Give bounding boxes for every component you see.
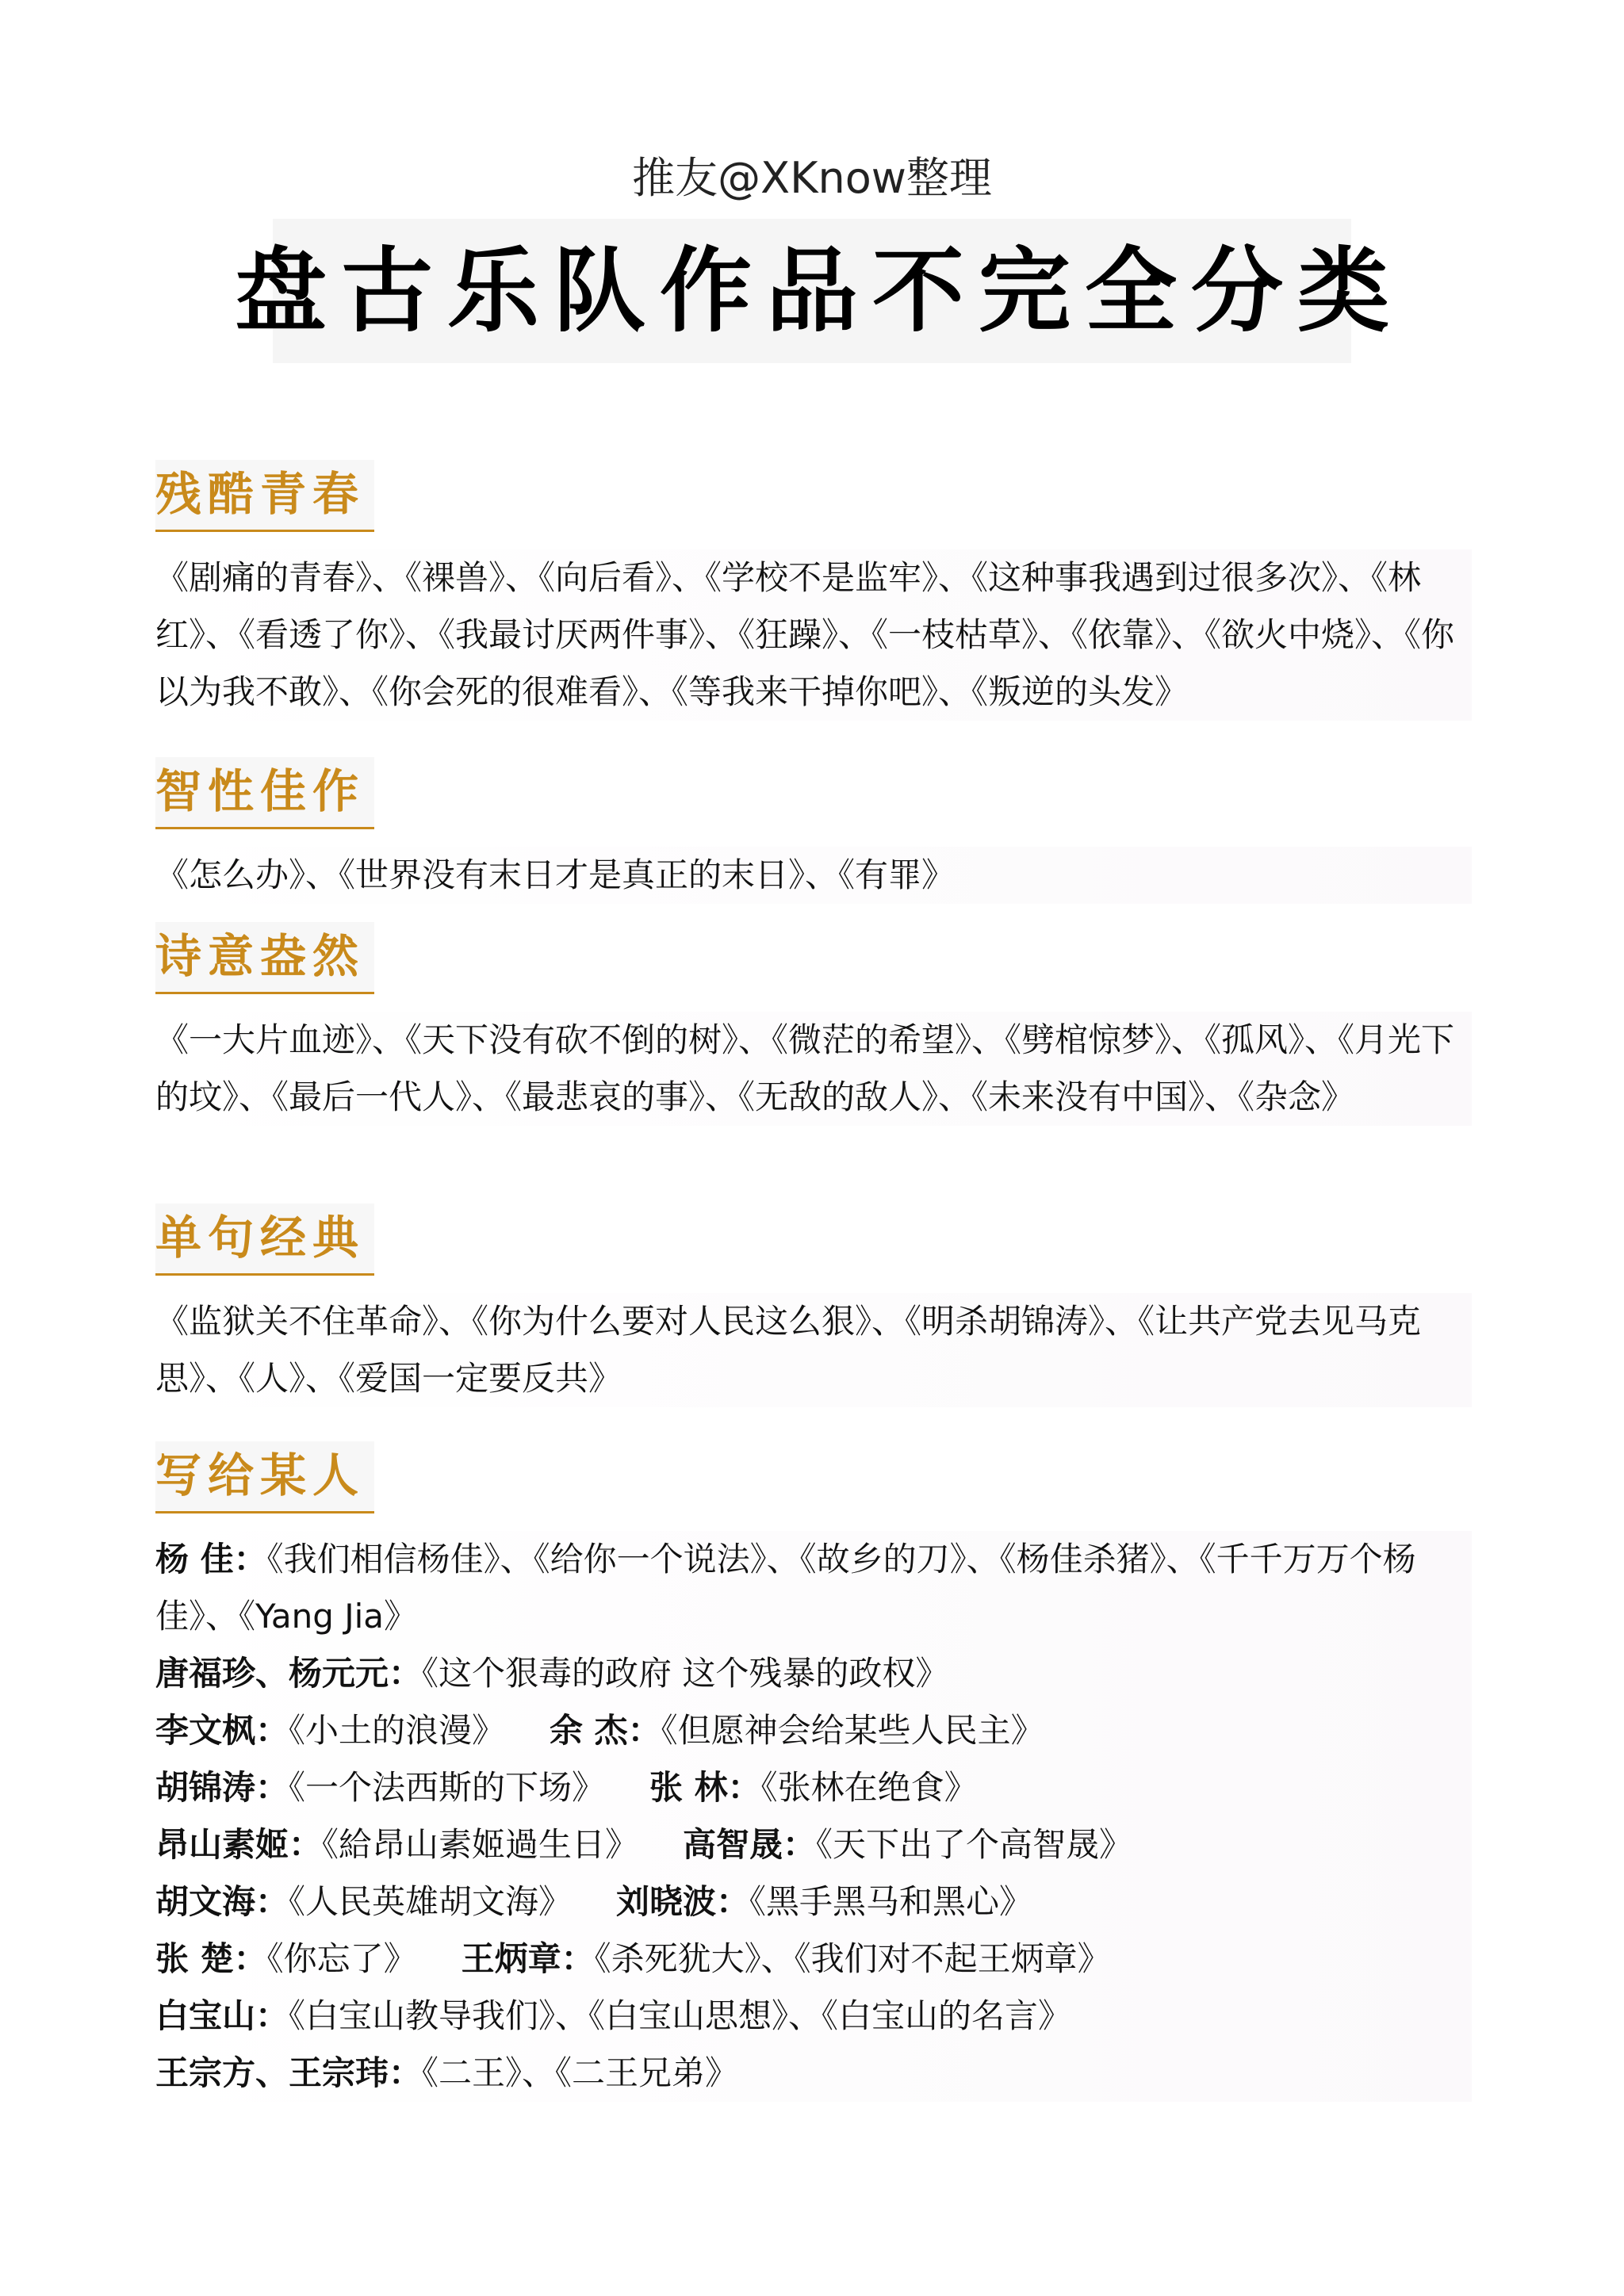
person-line [155,1816,1472,1873]
person-songs: 《給昂山素姬過生日》 [322,1825,639,1864]
person-line [155,1931,1472,1988]
person-label: 李文枫： [155,1711,289,1750]
section-heading: 诗意盎然 [155,922,374,994]
person-songs: 《但愿神会给某些人民主》 [661,1711,1044,1750]
person-songs: 《你忘了》 [266,1939,417,1978]
person-line [155,1531,1472,1645]
person-songs: 《黑手黑马和黑心》 [749,1882,1033,1921]
section-for-someone [155,1441,1472,2102]
section-body: 《剧痛的青春》、《裸兽》、《向后看》、《学校不是监牢》、《这种事我遇到过很多次》、《林红》、《看透了你》、《我最讨厌两件事》、《狂躁》、《一枝枯草》、《依靠》、《欲火中烧》、《你以为我不敢》、《你会死的很难看》、《等我来干掉你吧》、《叛逆的头发》 [155,549,1472,721]
title-banner [235,219,1404,363]
person-label: 唐福珍、杨元元： [155,1654,423,1693]
person-label: 张 林： [649,1768,761,1807]
page-title: 盘古乐队作品不完全分类 [235,237,1404,345]
person-label: 刘晓波： [616,1882,750,1921]
person-label: 高智晟： [683,1825,817,1864]
person-line [155,1759,1472,1816]
section-body: 《监狱关不住革命》、《你为什么要对人民这么狠》、《明杀胡锦涛》、《让共产党去见马克思》、《人》、《爱国一定要反共》 [155,1293,1472,1407]
person-label: 白宝山： [155,1996,289,2035]
person-songs: 《小土的浪漫》 [289,1711,506,1750]
person-songs: 《这个狠毒的政府 这个残暴的政权》 [422,1654,949,1693]
section-body: 《一大片血迹》、《天下没有砍不倒的树》、《微茫的希望》、《劈棺惊梦》、《孤风》、《月光下的坟》、《最后一代人》、《最悲哀的事》、《无敌的敌人》、《未来没有中国》、《杂念》 [155,1012,1472,1126]
section-heading: 智性佳作 [155,757,374,829]
person-label: 昂山素姬： [155,1825,323,1864]
person-list [155,1531,1472,2102]
person-line [155,1702,1472,1759]
person-line [155,1645,1472,1702]
person-label: 张 楚： [155,1939,267,1978]
person-songs: 《人民英雄胡文海》 [289,1882,573,1921]
person-line [155,1988,1472,2045]
person-songs: 《白宝山教导我们》、《白宝山思想》、《白宝山的名言》 [289,1996,1072,2035]
credit-line: 推友@XKnow整理 [632,153,992,203]
person-songs: 《二王》、《二王兄弟》 [422,2053,739,2092]
person-label: 王炳章： [461,1939,595,1978]
person-line [155,1873,1472,1931]
section-poetic [155,922,1472,1126]
section-heading: 写给某人 [155,1441,374,1513]
person-songs: 《张林在绝食》 [760,1768,978,1807]
section-intellectual-works [155,757,1472,904]
section-heading: 单句经典 [155,1203,374,1276]
person-songs: 《杀死犹大》、《我们对不起王炳章》 [594,1939,1111,1978]
person-label: 杨 佳： [155,1540,267,1578]
person-songs: 《天下出了个高智晟》 [816,1825,1133,1864]
section-classic-lines [155,1203,1472,1407]
person-line [155,2045,1472,2102]
section-body: 《怎么办》、《世界没有末日才是真正的末日》、《有罪》 [155,847,1472,904]
person-label: 王宗方、王宗玮： [155,2053,423,2092]
section-heading: 残酷青春 [155,460,374,532]
section-cruel-youth [155,460,1472,721]
person-songs: 《我们相信杨佳》、《给你一个说法》、《故乡的刀》、《杨佳杀猪》、《千千万万个杨佳》、《Yang Jia》 [155,1540,1416,1636]
person-songs: 《一个法西斯的下场》 [289,1768,606,1807]
person-label: 胡锦涛： [155,1768,289,1807]
person-label: 余 杰： [550,1711,661,1750]
person-label: 胡文海： [155,1882,289,1921]
